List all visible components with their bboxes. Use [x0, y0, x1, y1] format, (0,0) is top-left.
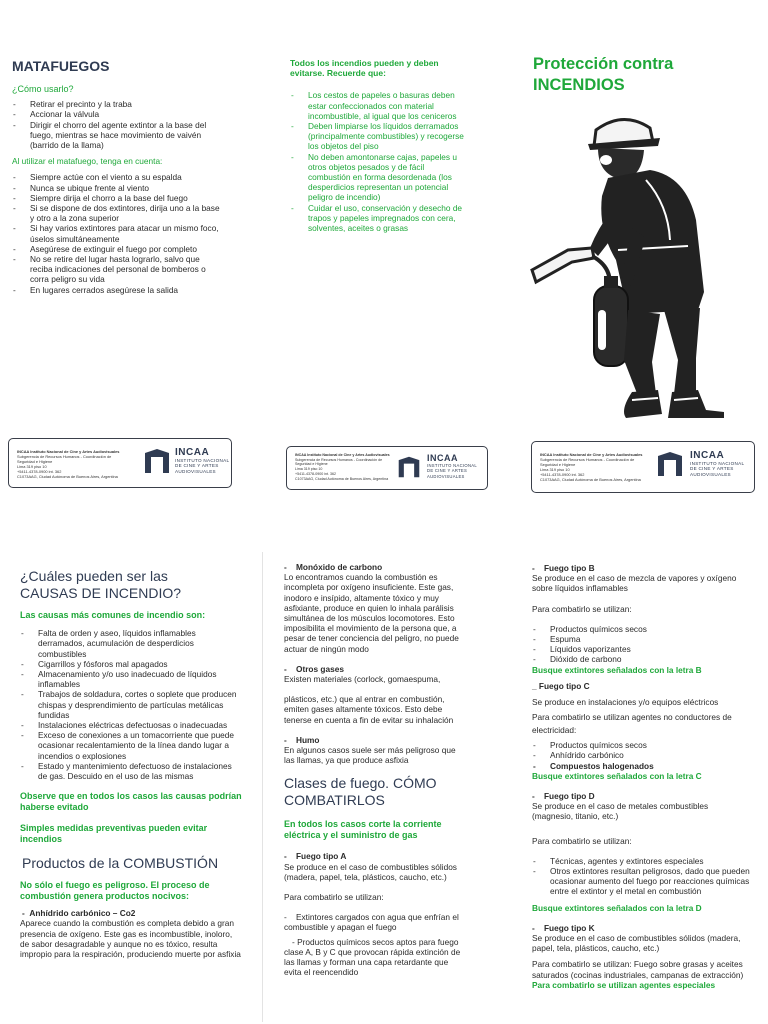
fuego-d-title: - Fuego tipo D: [532, 791, 595, 802]
list-item: - Anhídrido carbónico: [532, 750, 750, 760]
list-item: - Productos químicos secos: [532, 624, 750, 634]
fuego-a-item1: - Extintores cargados con agua que enfrían el combustible y apagan el fuego: [284, 912, 459, 933]
co-title: - Monóxido de carbono: [284, 562, 383, 572]
panel-causas: [20, 568, 242, 959]
co-text: Lo encontramos cuando la combustión es incompleta por oxígeno insuficiente. Este gas, inodoro e insípido, altamente tóxico y muy asfixiante, produce en quien lo inhala parálisis simultánea de los músculos locomotores. Esto imposibilita el movimiento de la persona que, a pesar de tener conciencia del peligro, no puede actuar de ningún modo: [284, 572, 459, 654]
incaa-brand: INCAA INSTITUTO NACIONAL DE CINE Y ARTES AUDIOVISUALES: [175, 447, 230, 474]
list-item: - Cuidar el uso, conservación y desecho de trapos y papeles impregnados con cera, solventes, aceites o grasas: [290, 203, 468, 234]
list-item: - Espuma: [532, 634, 750, 644]
fuego-b-use: Para combatirlo se utilizan:: [532, 603, 632, 614]
co2-text: Aparece cuando la combustión es completa debido a gran presencia de oxígeno. Este gas es incombustible, inoloro, de sabor desagradable y aunque no es tóxico, resulta impropio para la respiración, produciendo muerte por asfixia: [20, 918, 241, 960]
causas-sub: Las causas más comunes de incendio son:: [20, 610, 206, 620]
tips-heading: Al utilizar el matafuego, tenga en cuenta:: [12, 156, 163, 167]
co2-title: - Anhídrido carbónico – Co2: [22, 908, 136, 919]
fuego-c-text: Se produce en instalaciones y/o equipos eléctricos: [532, 697, 719, 708]
list-item: - Técnicas, agentes y extintores especiales: [532, 856, 750, 866]
fuego-k-last: Para combatirlo se utilizan agentes especiales: [532, 979, 716, 990]
list-item: - Trabajos de soldadura, cortes o soplete que producen chispas y desprendimiento de partículas metálicas fundidas: [20, 689, 242, 720]
fuego-d-text: Se produce en el caso de metales combustibles (magnesio, titanio, etc.): [532, 801, 709, 822]
causas-list: [20, 628, 242, 781]
clases-sub: En todos los casos corte la corriente eléctrica y el suministro de gas: [284, 819, 442, 841]
humo-text: En algunos casos suele ser más peligroso que las llamas, ya que produce asfixia: [284, 745, 456, 766]
productos-sub: No sólo el fuego es peligroso. El proceso de combustión genera productos nocivos:: [20, 880, 210, 902]
como-usarlo-heading: ¿Cómo usarlo?: [12, 84, 74, 94]
list-item: - Deben limpiarse los líquidos derramados (principalmente combustibles) y recogerse los objetos del piso: [290, 121, 468, 152]
cover-title-line2: INCENDIOS: [533, 76, 625, 94]
list-item: - Los cestos de papeles o basuras deben estar confeccionados con material incombustible, al igual que los ceniceros: [290, 90, 468, 121]
list-item: - No deben amontonarse cajas, papeles u otros objetos pesados y de fácil combustión en forma desordenada (los desperdicios representan un potencial peligro de incendio): [290, 152, 468, 203]
causas-title: ¿Cuáles pueden ser las CAUSAS DE INCENDIO?: [20, 568, 182, 601]
card-address: INCAA Instituto Nacional de Cine y Artes Audiovisuales Subgerencia de Recursos Humanos - Coordinación de Seguridad e Higiene Lima 319 piso 10 +5411-4378-0900 int. 362 C1073AAG, Ciudad Autónoma de Buenos Aires, Argentina: [17, 449, 120, 479]
list-item: - Almacenamiento y/o uso inadecuado de líquidos inflamables: [20, 669, 242, 689]
fuego-d-busque: Busque extintores señalados con la letra D: [532, 902, 702, 913]
fuego-a-title: - Fuego tipo A: [284, 851, 347, 862]
fuego-d-list: [532, 856, 750, 897]
list-item: - Otros extintores resultan peligrosos, dado que pueden ocasionar aumento del fuego por reacciones químicas entre el extintor y el metal en combustión: [532, 866, 750, 897]
list-item: - Siempre dirija el chorro a la base del fuego: [12, 193, 222, 203]
list-item: - Retirar el precinto y la traba: [12, 99, 222, 109]
prevencion-list: [290, 90, 468, 233]
list-item: - Accionar la válvula: [12, 109, 222, 119]
matafuegos-title: MATAFUEGOS: [12, 58, 110, 74]
fuego-k-title: - Fuego tipo K: [532, 922, 595, 933]
panel-matafuegos: [12, 58, 222, 295]
observe-note: Observe que en todos los casos las causas podrían haberse evitado: [20, 791, 242, 813]
list-item: - Nunca se ubique frente al viento: [12, 183, 222, 193]
list-item: - Instalaciones eléctricas defectuosas o inadecuadas: [20, 720, 242, 730]
list-item: - Dióxido de carbono: [532, 654, 750, 664]
incaa-logo-icon: [143, 447, 171, 475]
panel-prevencion: [290, 58, 468, 233]
gases-text-1: Existen materiales (corlock, gomaespuma,: [284, 674, 441, 685]
card-address: INCAA Instituto Nacional de Cine y Artes Audiovisuales Subgerencia de Recursos Humanos - Coordinación de Seguridad e Higiene Lima 319 piso 10 +5411-4378-0900 int. 362 C1073AAG, Ciudad Autónoma de Buenos Aires, Argentina: [295, 453, 390, 481]
fuego-b-title: - Fuego tipo B: [532, 563, 595, 573]
card-address: INCAA Instituto Nacional de Cine y Artes Audiovisuales Subgerencia de Recursos Humanos - Coordinación de Seguridad e Higiene Lima 319 piso 10 +5411-4378-0900 int. 362 C1073AAG, Ciudad Autónoma de Buenos Aires, Argentina: [540, 452, 643, 482]
fuego-c-title: _ Fuego tipo C: [532, 680, 590, 691]
fuego-k-text: Se produce en el caso de combustibles sólidos (madera, papel, tela, plásticos, caucho, etc.): [532, 933, 741, 954]
panel-gases: [284, 562, 464, 977]
list-item: - Productos químicos secos: [532, 740, 750, 750]
list-item: - Exceso de conexiones a un tomacorriente que puede ocasionar recalentamiento de la línea dando lugar a incendios o explosiones: [20, 730, 242, 761]
list-item: - Cigarrillos y fósforos mal apagados: [20, 659, 242, 669]
list-item: - Estado y mantenimiento defectuoso de instalaciones de gas. Descuido en el uso de las mismas: [20, 761, 242, 781]
list-item: - En lugares cerrados asegúrese la salida: [12, 285, 222, 295]
fuego-c-busque: Busque extintores señalados con la letra C: [532, 770, 702, 781]
incaa-logo-icon: [397, 455, 421, 479]
humo-title: - Humo: [284, 734, 320, 745]
list-item: - Si se dispone de dos extintores, dirija uno a la base y otro a la zona superior: [12, 203, 222, 223]
contact-card-3: [531, 441, 755, 493]
productos-title: Productos de la COMBUSTIÓN: [22, 855, 219, 872]
prevencion-heading: Todos los incendios pueden y deben evitarse. Recuerde que:: [290, 58, 439, 79]
fuego-a-text: Se produce en el caso de combustibles sólidos (madera, papel, tela, plásticos, caucho, etc.): [284, 861, 457, 882]
list-item: - Siempre actúe con el viento a su espalda: [12, 172, 222, 182]
list-item: - No se retire del lugar hasta lograrlo, salvo que reciba indicaciones del personal de bomberos o corra peligro su vida: [12, 254, 222, 285]
simple-note: Simples medidas preventivas pueden evitar incendios: [20, 823, 208, 845]
fuego-b-busque: Busque extintores señalados con la letra B: [532, 664, 702, 675]
cover-title: [533, 54, 753, 96]
fuego-k-use: Para combatirlo se utilizan: Fuego sobre grasas y aceites saturados (cocinas industriales, campanas de extracción): [532, 959, 744, 980]
list-item: - Líquidos vaporizantes: [532, 644, 750, 654]
list-item: - Asegúrese de extinguir el fuego por completo: [12, 244, 222, 254]
cover-title-line1: Protección contra: [533, 55, 674, 73]
gases-title: - Otros gases: [284, 663, 344, 674]
fuego-d-use: Para combatirlo se utilizan:: [532, 835, 632, 846]
column-divider: [262, 552, 263, 1022]
incaa-brand: INCAA INSTITUTO NACIONAL DE CINE Y ARTES AUDIOVISUALES: [690, 450, 745, 477]
tips-list: [12, 172, 222, 294]
gases-text-2: plásticos, etc.) que al entrar en combustión, emiten gases altamente tóxicos. Esto debe tenerse en cuenta a fin de evitar su inhalación: [284, 694, 454, 725]
fuego-c-use: Para combatirlo se utilizan agentes no conductores de electricidad:: [532, 712, 732, 736]
fuego-b-list: [532, 624, 750, 665]
fuego-b-text: Se produce en el caso de mezcla de vapores y oxígeno sobre líquidos inflamables: [532, 573, 737, 594]
clases-title: Clases de fuego. CÓMO COMBATIRLOS: [284, 775, 437, 809]
list-item: - Si hay varios extintores para atacar un mismo foco, úselos simultáneamente: [12, 223, 222, 243]
contact-card-1: [8, 438, 232, 488]
list-item: - Dirigir el chorro del agente extintor a la base del fuego, mientras se hace movimiento de vaivén (barrido de la llama): [12, 120, 222, 151]
list-item: - Falta de orden y aseo, líquidos inflamables derramados, acumulación de desperdicios combustibles: [20, 628, 242, 659]
panel-clases: [532, 563, 750, 990]
firefighter-illustration: [528, 110, 748, 425]
steps-list: [12, 99, 222, 150]
fuego-c-list: [532, 740, 750, 771]
contact-card-2: [286, 446, 488, 490]
incaa-brand: INCAA INSTITUTO NACIONAL DE CINE Y ARTES AUDIOVISUALES: [427, 453, 477, 479]
fuego-a-item2: - Productos químicos secos aptos para fuego clase A, B y C que provocan rápida extinción de las llamas y forman una capa retardante que evita el reencendido: [284, 936, 461, 978]
incaa-logo-icon: [656, 450, 684, 478]
list-item: - Compuestos halogenados: [532, 761, 750, 771]
fuego-a-use: Para combatirlo se utilizan:: [284, 892, 384, 903]
